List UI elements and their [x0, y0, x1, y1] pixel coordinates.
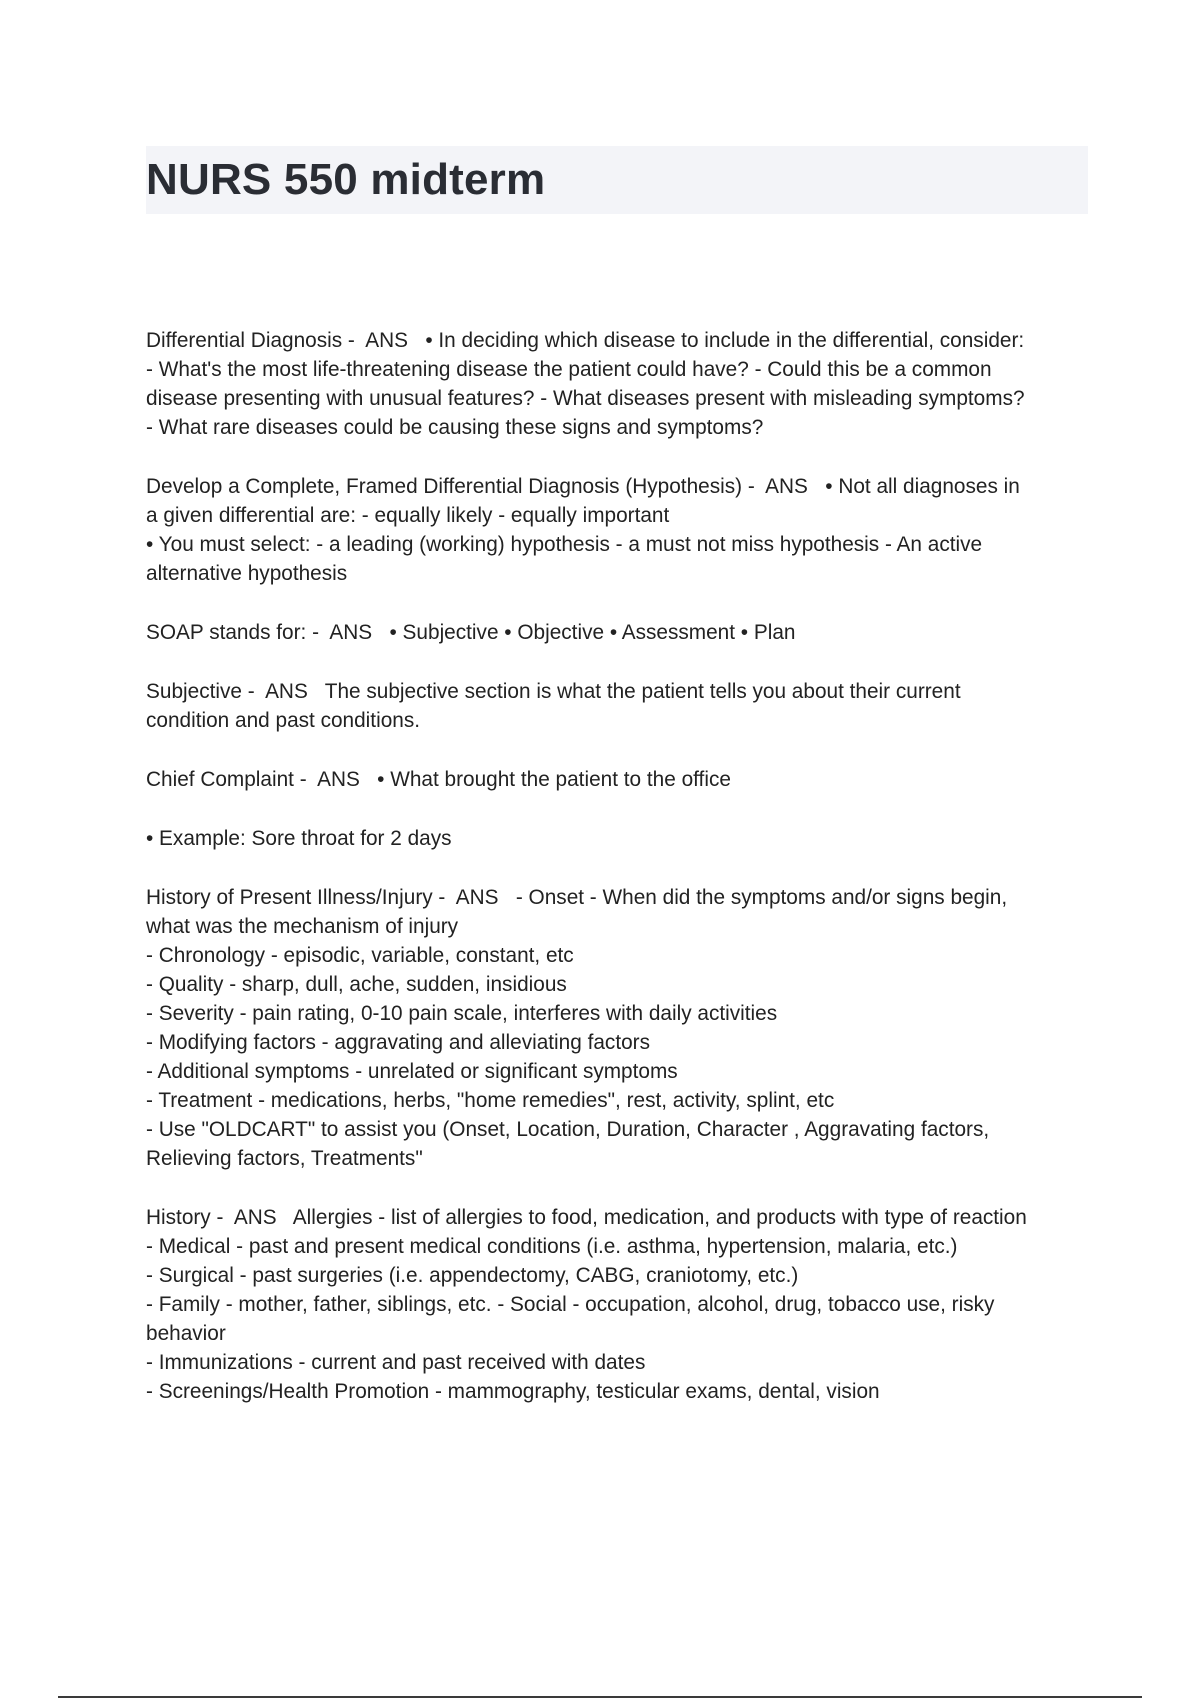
text-line: - Screenings/Health Promotion - mammography, testicular exams, dental, vision [146, 1380, 880, 1403]
text-line: - Additional symptoms - unrelated or significant symptoms [146, 1060, 678, 1083]
text-line: a given differential are: - equally likely - equally important [146, 504, 670, 527]
entry-history-present-illness [146, 883, 1088, 1173]
entry-example [146, 824, 1088, 853]
text-line: - Medical - past and present medical conditions (i.e. asthma, hypertension, malaria, etc.) [146, 1235, 958, 1258]
text-line: Subjective - ANS The subjective section is what the patient tells you about their current [146, 680, 961, 703]
entry-framed-differential [146, 472, 1088, 588]
document-body [146, 326, 1088, 1436]
text-line: - Severity - pain rating, 0-10 pain scale, interferes with daily activities [146, 1002, 778, 1025]
text-line: - Chronology - episodic, variable, constant, etc [146, 944, 574, 967]
text-line: disease presenting with unusual features? - What diseases present with misleading symptoms? [146, 387, 1025, 410]
entry-history [146, 1203, 1088, 1406]
text-line: - What's the most life-threatening disease the patient could have? - Could this be a common [146, 358, 992, 381]
text-line: • You must select: - a leading (working) hypothesis - a must not miss hypothesis - An active [146, 533, 983, 556]
text-line: - Family - mother, father, siblings, etc. - Social - occupation, alcohol, drug, tobacco use, risky [146, 1293, 995, 1316]
text-line: what was the mechanism of injury [146, 915, 459, 938]
text-line: - Modifying factors - aggravating and alleviating factors [146, 1031, 650, 1054]
text-line: Develop a Complete, Framed Differential Diagnosis (Hypothesis) - ANS • Not all diagnoses in [146, 475, 1020, 498]
text-line: - Immunizations - current and past received with dates [146, 1351, 646, 1374]
text-line: SOAP stands for: - ANS • Subjective • Objective • Assessment • Plan [146, 621, 796, 644]
footer-divider [58, 1696, 1142, 1698]
text-line: - Surgical - past surgeries (i.e. appendectomy, CABG, craniotomy, etc.) [146, 1264, 799, 1287]
text-line: - Quality - sharp, dull, ache, sudden, insidious [146, 973, 567, 996]
text-line: behavior [146, 1322, 226, 1345]
text-line: alternative hypothesis [146, 562, 348, 585]
entry-subjective [146, 677, 1088, 735]
text-line: - Use "OLDCART" to assist you (Onset, Location, Duration, Character , Aggravating factors, [146, 1118, 990, 1141]
text-line: condition and past conditions. [146, 709, 421, 732]
entry-soap [146, 618, 1088, 647]
text-line: - What rare diseases could be causing these signs and symptoms? [146, 416, 764, 439]
page-title: NURS 550 midterm [146, 155, 546, 204]
text-line: History of Present Illness/Injury - ANS - Onset - When did the symptoms and/or signs begin, [146, 886, 1008, 909]
text-line: Chief Complaint - ANS • What brought the patient to the office [146, 768, 731, 791]
text-line: • Example: Sore throat for 2 days [146, 827, 452, 850]
title-band [146, 146, 1088, 214]
text-line: - Treatment - medications, herbs, "home remedies", rest, activity, splint, etc [146, 1089, 835, 1112]
text-line: Differential Diagnosis - ANS • In deciding which disease to include in the differential, consider: [146, 329, 1025, 352]
text-line: History - ANS Allergies - list of allergies to food, medication, and products with type of reaction [146, 1206, 1027, 1229]
entry-differential-diagnosis [146, 326, 1088, 442]
entry-chief-complaint [146, 765, 1088, 794]
text-line: Relieving factors, Treatments" [146, 1147, 423, 1170]
